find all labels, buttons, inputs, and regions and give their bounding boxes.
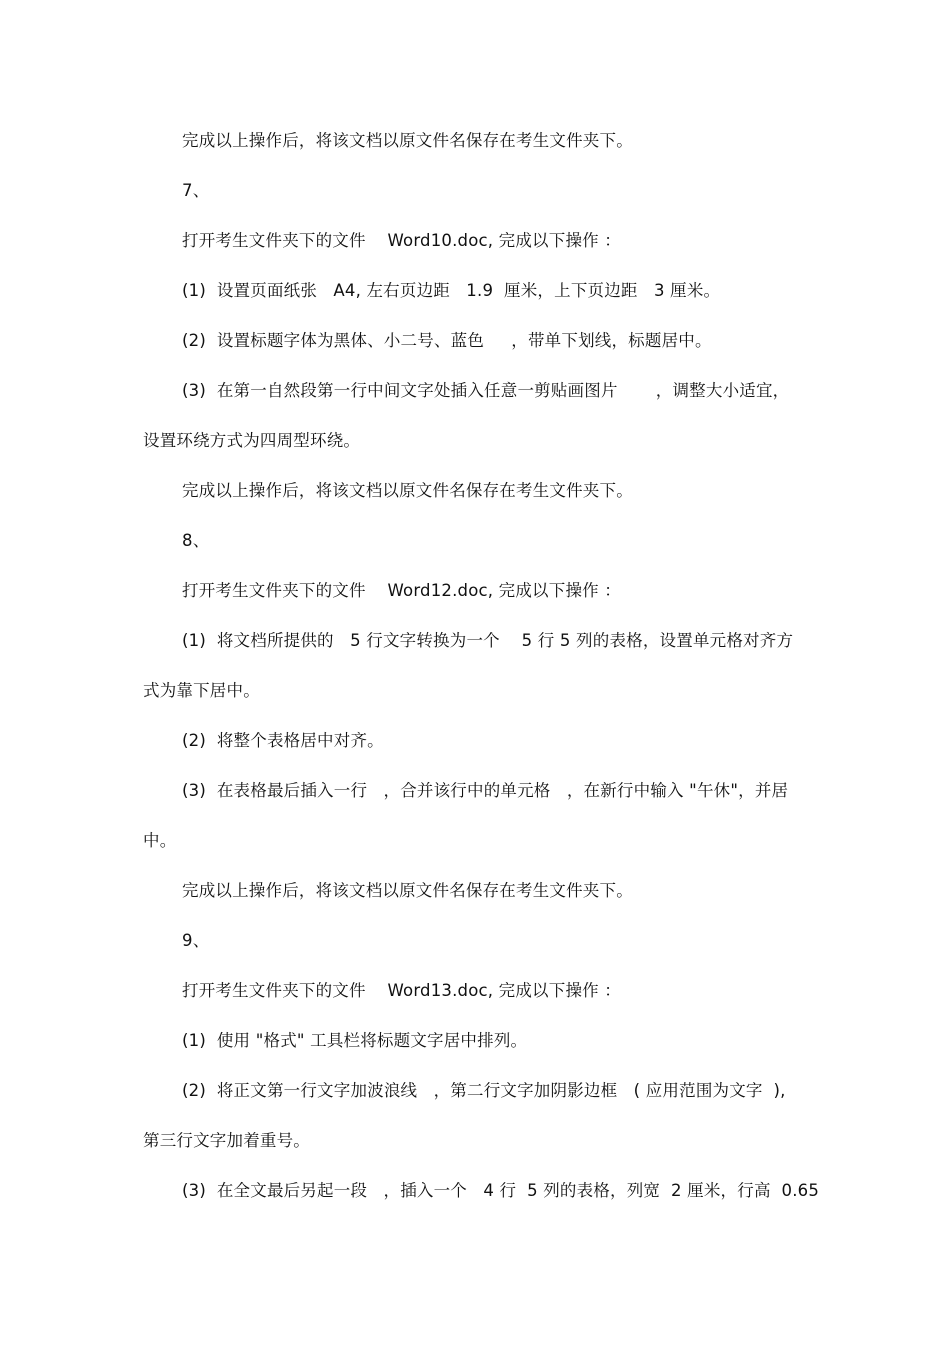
q7-step-1: (1) 设置页面纸张 A4, 左右页边距 1.9 厘米，上下页边距 3 厘米。 <box>182 281 721 300</box>
q8-step-2: (2) 将整个表格居中对齐。 <box>182 731 384 750</box>
q9-step-2: (2) 将正文第一行文字加波浪线 ，第二行文字加阴影边框 ( 应用范围为文字 ), <box>182 1081 786 1100</box>
question-number-8: 8、 <box>182 531 210 550</box>
q8-step-3: (3) 在表格最后插入一行 ，合并该行中的单元格 ，在新行中输入 "午休"，并居 <box>182 781 789 800</box>
paragraph-save-note: 完成以上操作后，将该文档以原文件名保存在考生文件夹下。 <box>182 131 633 150</box>
q8-save-note: 完成以上操作后，将该文档以原文件名保存在考生文件夹下。 <box>182 881 633 900</box>
q9-step-1: (1) 使用 "格式" 工具栏将标题文字居中排列。 <box>182 1031 528 1050</box>
q8-step-1: (1) 将文档所提供的 5 行文字转换为一个 5 行 5 列的表格，设置单元格对齐方 <box>182 631 794 650</box>
q7-instruction: 打开考生文件夹下的文件 Word10.doc, 完成以下操作 ： <box>182 231 622 250</box>
question-number-7: 7、 <box>182 181 210 200</box>
question-number-9: 9、 <box>182 931 210 950</box>
q8-step-1-continued: 式为靠下居中。 <box>143 681 260 700</box>
q9-step-2-continued: 第三行文字加着重号。 <box>143 1131 310 1150</box>
q7-step-2: (2) 设置标题字体为黑体、小二号、蓝色 ，带单下划线，标题居中。 <box>182 331 712 350</box>
q7-save-note: 完成以上操作后，将该文档以原文件名保存在考生文件夹下。 <box>182 481 633 500</box>
q9-instruction: 打开考生文件夹下的文件 Word13.doc, 完成以下操作 ： <box>182 981 622 1000</box>
q7-step-3: (3) 在第一自然段第一行中间文字处插入任意一剪贴画图片 ，调整大小适宜， <box>182 381 790 400</box>
q9-step-3: (3) 在全文最后另起一段 ，插入一个 4 行 5 列的表格，列宽 2 厘米，行高 0.65 <box>182 1181 820 1200</box>
q8-instruction: 打开考生文件夹下的文件 Word12.doc, 完成以下操作 ： <box>182 581 622 600</box>
q7-step-3-continued: 设置环绕方式为四周型环绕。 <box>143 431 361 450</box>
q8-step-3-continued: 中。 <box>143 831 177 850</box>
